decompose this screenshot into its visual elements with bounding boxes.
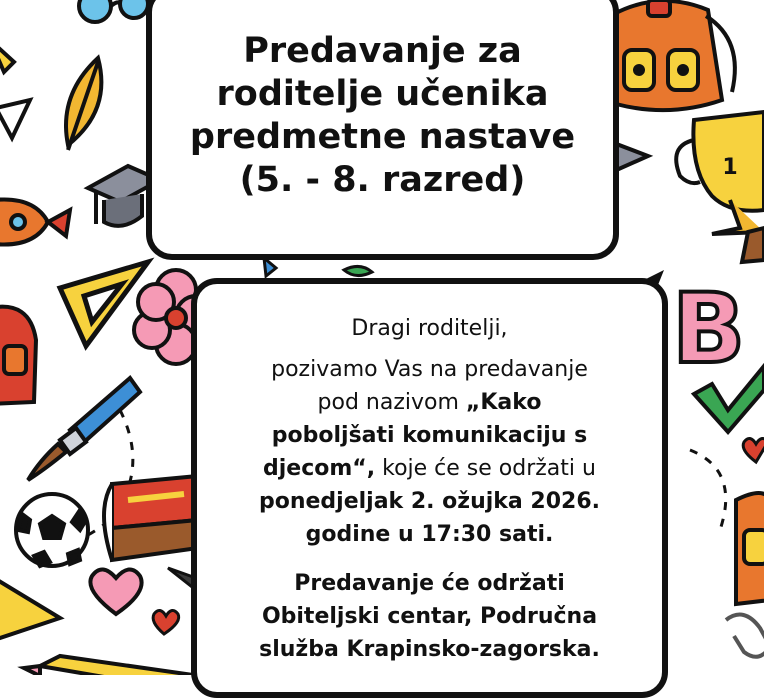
pencil-tip-decor: [264, 258, 276, 276]
organizer-line-2: Obiteljski centar, Područna: [261, 604, 598, 629]
invitation-line-2: [207, 386, 652, 419]
paper-plane-icon: [0, 100, 30, 138]
soccer-ball-icon: [16, 494, 88, 566]
books-icon: [104, 476, 198, 560]
paintbrush-icon: [28, 378, 140, 480]
title-line-4: (5. - 8. razred): [239, 160, 526, 200]
lecture-title-end: djecom“,: [263, 456, 376, 481]
lecture-title-middle: poboljšati komunikaciju s: [271, 423, 588, 448]
backpack-icon: [614, 0, 735, 110]
invitation-card: [191, 278, 668, 698]
invitation-line-1: pozivamo Vas na predavanje: [271, 357, 588, 382]
title-line-1: Predavanje za: [243, 31, 522, 71]
lecture-date: ponedjeljak 2. ožujka 2026.: [258, 489, 601, 514]
bag-icon: [736, 493, 764, 604]
small-heart-icon: [743, 438, 764, 462]
trophy-icon: [676, 112, 764, 262]
paperclip-icon: [726, 615, 764, 657]
heart-icon: [90, 569, 141, 614]
title-line-2: roditelje učenika: [216, 74, 549, 114]
leaf-small-decor: [344, 266, 372, 275]
glasses-icon: [79, 0, 148, 22]
rocket-icon: [0, 199, 70, 244]
invitation-line-2-text: pod nazivom: [317, 390, 466, 415]
invitation-line-4: [207, 452, 652, 485]
dashed-line-decor-right: [690, 450, 726, 530]
lecture-time: godine u 17:30 sati.: [305, 522, 554, 547]
invitation-text: [207, 312, 652, 666]
pencil-icon: [0, 40, 14, 72]
title-card: [146, 0, 619, 260]
title-line-3: predmetne nastave: [189, 117, 576, 157]
invitation-line-4-text: koje će se održati u: [375, 456, 596, 481]
organizer-line-1: Predavanje će održati: [294, 571, 565, 596]
organizer-line-3: služba Krapinsko-zagorska.: [259, 637, 600, 662]
trophy-numeral: 1: [722, 155, 738, 180]
backpack-icon: [0, 307, 36, 404]
small-heart-icon: [153, 610, 179, 634]
triangle-ruler-small-icon: [0, 578, 60, 640]
greeting: Dragi roditelji,: [351, 316, 508, 341]
lecture-title-start: „Kako: [465, 390, 542, 415]
spacer: [207, 551, 652, 567]
leaf-icon: [66, 58, 101, 150]
letter-b-icon: B: [672, 273, 746, 385]
pencil-bottom-icon: [24, 656, 200, 675]
page-title: [152, 30, 613, 202]
